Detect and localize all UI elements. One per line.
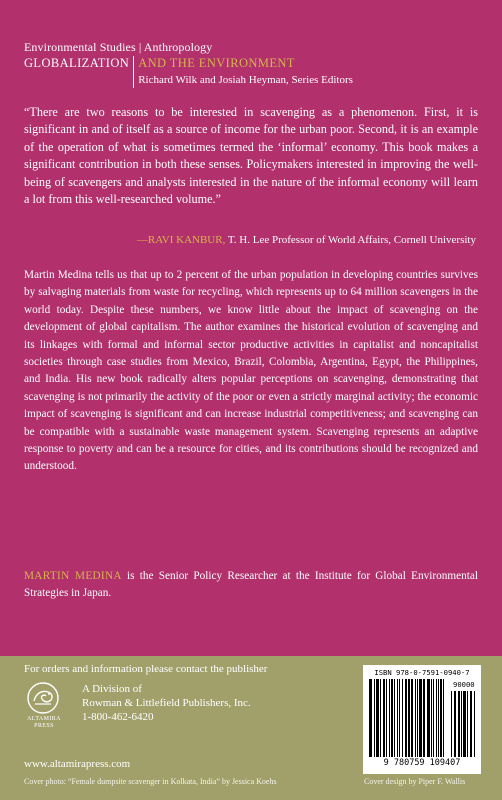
barcode-bar xyxy=(399,679,400,757)
barcode-bar xyxy=(474,691,475,757)
barcode-bar xyxy=(438,679,439,757)
barcode-bar xyxy=(417,679,418,757)
endorser-name: —RAVI KANBUR, xyxy=(136,234,226,246)
barcode-bar xyxy=(369,679,372,757)
series-right xyxy=(134,56,353,88)
barcode-bar xyxy=(408,679,410,757)
barcode-bar xyxy=(394,679,395,757)
series-header xyxy=(24,40,484,88)
barcode-bar xyxy=(467,691,468,757)
barcode-bar xyxy=(423,679,425,757)
barcode-bar xyxy=(391,679,393,757)
author-name: MARTIN MEDINA xyxy=(24,570,122,582)
barcode-bar xyxy=(461,691,462,757)
logo-text: ALTAMIRA PRESS xyxy=(27,716,61,729)
barcode-bar xyxy=(380,679,381,757)
barcode-bar xyxy=(376,679,379,757)
barcode-bar xyxy=(427,679,430,757)
barcode-bar xyxy=(433,679,434,757)
isbn-text: ISBN 978-0-7591-0940-7 xyxy=(374,668,470,677)
series-editors: Richard Wilk and Josiah Heyman, Series Editors xyxy=(138,74,353,86)
barcode-bar xyxy=(451,691,452,757)
barcode-bar xyxy=(458,691,460,757)
barcode-bar xyxy=(431,679,432,757)
publisher-info xyxy=(82,682,251,725)
barcode-bar xyxy=(374,679,375,757)
cover-photo-credit: Cover photo: “Female dumpsite scavenger in Kolkata, India” by Jessica Koehs xyxy=(24,777,277,786)
author-bio xyxy=(24,568,478,603)
altamira-logo-icon xyxy=(26,681,60,715)
addon-barcode-bars xyxy=(451,691,477,757)
barcode-bar xyxy=(443,679,444,757)
barcode-bar xyxy=(405,679,407,757)
barcode-bar xyxy=(397,679,398,757)
publisher-line: Rowman & Littlefield Publishers, Inc. xyxy=(82,697,251,710)
publisher-website: www.altamirapress.com xyxy=(24,758,131,770)
barcode-bar xyxy=(440,679,442,757)
author-bio-text: is the Senior Policy Researcher at the Institute for Global Environmental Strategies in Japan. xyxy=(24,570,478,600)
series-name: GLOBALIZATION xyxy=(24,56,134,88)
series-environment: AND THE ENVIRONMENT xyxy=(138,56,295,70)
endorsement-quote: “There are two reasons to be interested in scavenging as a phenomenon. First, it is significant in and of itself as a source of income for the urban poor. Second, it is an example of the operation of what is sometimes termed the ‘informal’ economy. This book makes a significant contribution in both these senses. Policymakers interested in improving the well-being of scavengers and analysts interested in the nature of the informal economy will learn a lot from this well-researched volume.” xyxy=(24,105,478,207)
book-description: Martin Medina tells us that up to 2 percent of the urban population in developing countries survives by salvaging materials from waste for recycling, which represents up to 64 million scavengers in the world today. Despite these numbers, we know little about the impact of scavenging on the development of global capitalism. The author examines the historical evolution of scavenging and its linkages with formal and informal sector productive activities in capitalist and noncapitalist societies through case studies from Mexico, Brazil, Colombia, Argentina, Egypt, the Philippines, and India. His new book radically alters popular perceptions on scavenging, demonstrating that scavenging is not primarily the activity of the poor or even a strictly marginal activity; the economic impact of scavenging is significant and can increase industrial competitiveness; and scavenging can be compatible with a sustainable waste management system. Scavenging represents an adaptive response to poverty and can be a resource for cities, and its contributions should be recognized and understood. xyxy=(24,269,478,473)
price-code: 90000 xyxy=(453,680,475,689)
publisher-line: 1-800-462-6420 xyxy=(82,711,154,724)
barcode-bars xyxy=(369,679,447,757)
barcode-bar xyxy=(386,679,387,757)
barcode xyxy=(363,665,481,774)
barcode-bar xyxy=(454,691,456,757)
barcode-bar xyxy=(389,679,390,757)
barcode-bar xyxy=(470,691,472,757)
ean-digits: 9 780759 109407 xyxy=(383,758,461,768)
barcode-bar xyxy=(402,679,403,757)
barcode-bar xyxy=(411,679,413,757)
barcode-bar xyxy=(463,691,466,757)
order-info: For orders and information please contact the publisher xyxy=(24,663,268,675)
cover-design-credit: Cover design by Piper F. Wallis xyxy=(364,777,466,786)
barcode-bar xyxy=(415,679,416,757)
barcode-bar xyxy=(419,679,422,757)
barcode-bar xyxy=(436,679,437,757)
series-row xyxy=(24,56,484,88)
endorsement-attribution xyxy=(137,233,476,247)
barcode-bar xyxy=(383,679,385,757)
series-category: Environmental Studies | Anthropology xyxy=(24,40,213,54)
publisher-footer xyxy=(0,656,502,800)
endorser-title: T. H. Lee Professor of World Affairs, Cornell University xyxy=(225,234,476,246)
publisher-line: A Division of xyxy=(82,683,142,695)
